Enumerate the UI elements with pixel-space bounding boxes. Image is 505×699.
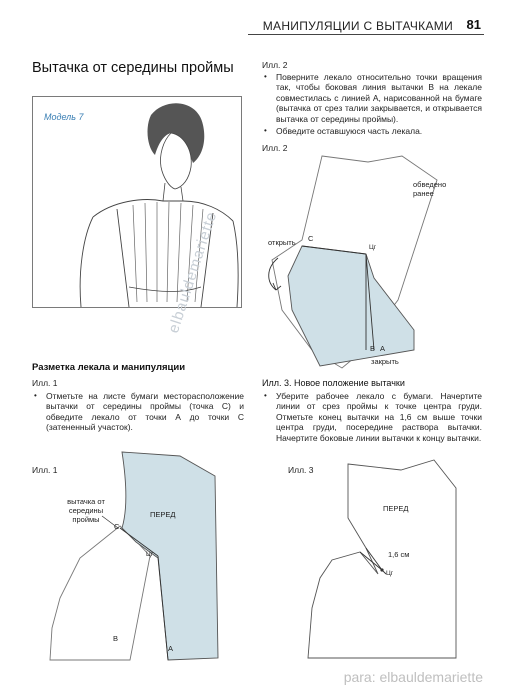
list-item: • Отметьте на листе бумаги месторасположение вытачки от середины проймы (точка С) и обведите лекало от точки А до точки С (затененный участок). bbox=[34, 391, 244, 433]
page-number: 81 bbox=[466, 17, 481, 32]
bullet-icon: • bbox=[264, 391, 267, 400]
point-c-label: C bbox=[308, 234, 314, 243]
list-item: • Поверните лекало относительно точки вращения так, чтобы боковая линия вытачки В на лекале совместилась с линией А, нарисованной на бумаге (вытачка от срез талии закрывается, и открывается вытачка от середины проймы). bbox=[264, 72, 482, 124]
point-b-label: B bbox=[370, 344, 376, 353]
ill3-bullet-list bbox=[262, 391, 482, 443]
section-title: Вытачка от середины проймы bbox=[32, 60, 234, 76]
ill3-heading: Илл. 3. Новое положение вытачки bbox=[262, 378, 405, 388]
ill2-bullet-list bbox=[262, 72, 482, 136]
open-annotation: открыть bbox=[268, 238, 296, 247]
bullet-icon: • bbox=[34, 391, 37, 400]
cg-label: Цг bbox=[146, 551, 154, 558]
header-rule bbox=[248, 34, 484, 35]
ill1-figure-label: Илл. 1 bbox=[32, 465, 58, 475]
ill2-pattern-drawing bbox=[262, 150, 487, 375]
running-header: МАНИПУЛЯЦИИ С ВЫТАЧКАМИ bbox=[262, 19, 453, 33]
cg-label: Цг bbox=[369, 244, 377, 251]
ill1-text-label: Илл. 1 bbox=[32, 378, 58, 388]
point-a-label: A bbox=[380, 344, 386, 353]
traced-annotation: обведено ранее bbox=[413, 180, 447, 198]
dart-annotation: вытачка от середины проймы bbox=[67, 497, 105, 524]
model-illustration bbox=[32, 96, 242, 308]
front-label: ПЕРЕД bbox=[150, 510, 176, 519]
ill3-figure-label: Илл. 3 bbox=[288, 465, 314, 475]
measure-label: 1,6 см bbox=[388, 550, 410, 559]
list-item: • Уберите рабочее лекало с бумаги. Начертите линии от срез проймы к точке центра груди. Отметьте конец вытачки на 1,6 см выше точки центра груди, посередине раствора вытачки. Начертите боковые линии вытачки к концу вытачки. bbox=[264, 391, 482, 443]
ill1-pattern-drawing bbox=[40, 448, 240, 663]
ill2-figure-label: Илл. 2 bbox=[262, 143, 288, 153]
bullet-icon: • bbox=[264, 126, 267, 136]
watermark-bottom: para: elbauldemariette bbox=[343, 669, 483, 685]
close-annotation: закрыть bbox=[371, 357, 399, 366]
model-drawing bbox=[33, 97, 241, 307]
bullet-icon: • bbox=[264, 72, 267, 81]
point-c-label: C bbox=[114, 522, 120, 531]
marking-heading: Разметка лекала и манипуляции bbox=[32, 362, 186, 373]
point-a-label: A bbox=[168, 644, 174, 653]
ill1-bullet-list bbox=[32, 391, 244, 433]
model-label: Модель 7 bbox=[44, 112, 84, 122]
point-b-label: B bbox=[113, 634, 119, 643]
front-label: ПЕРЕД bbox=[383, 504, 409, 513]
list-item: • Обведите оставшуюся часть лекала. bbox=[264, 126, 423, 137]
ill2-label-top: Илл. 2 bbox=[262, 60, 288, 70]
watermark-vertical: elbauldemariette bbox=[165, 209, 221, 336]
cg-label: Цг bbox=[386, 570, 394, 577]
